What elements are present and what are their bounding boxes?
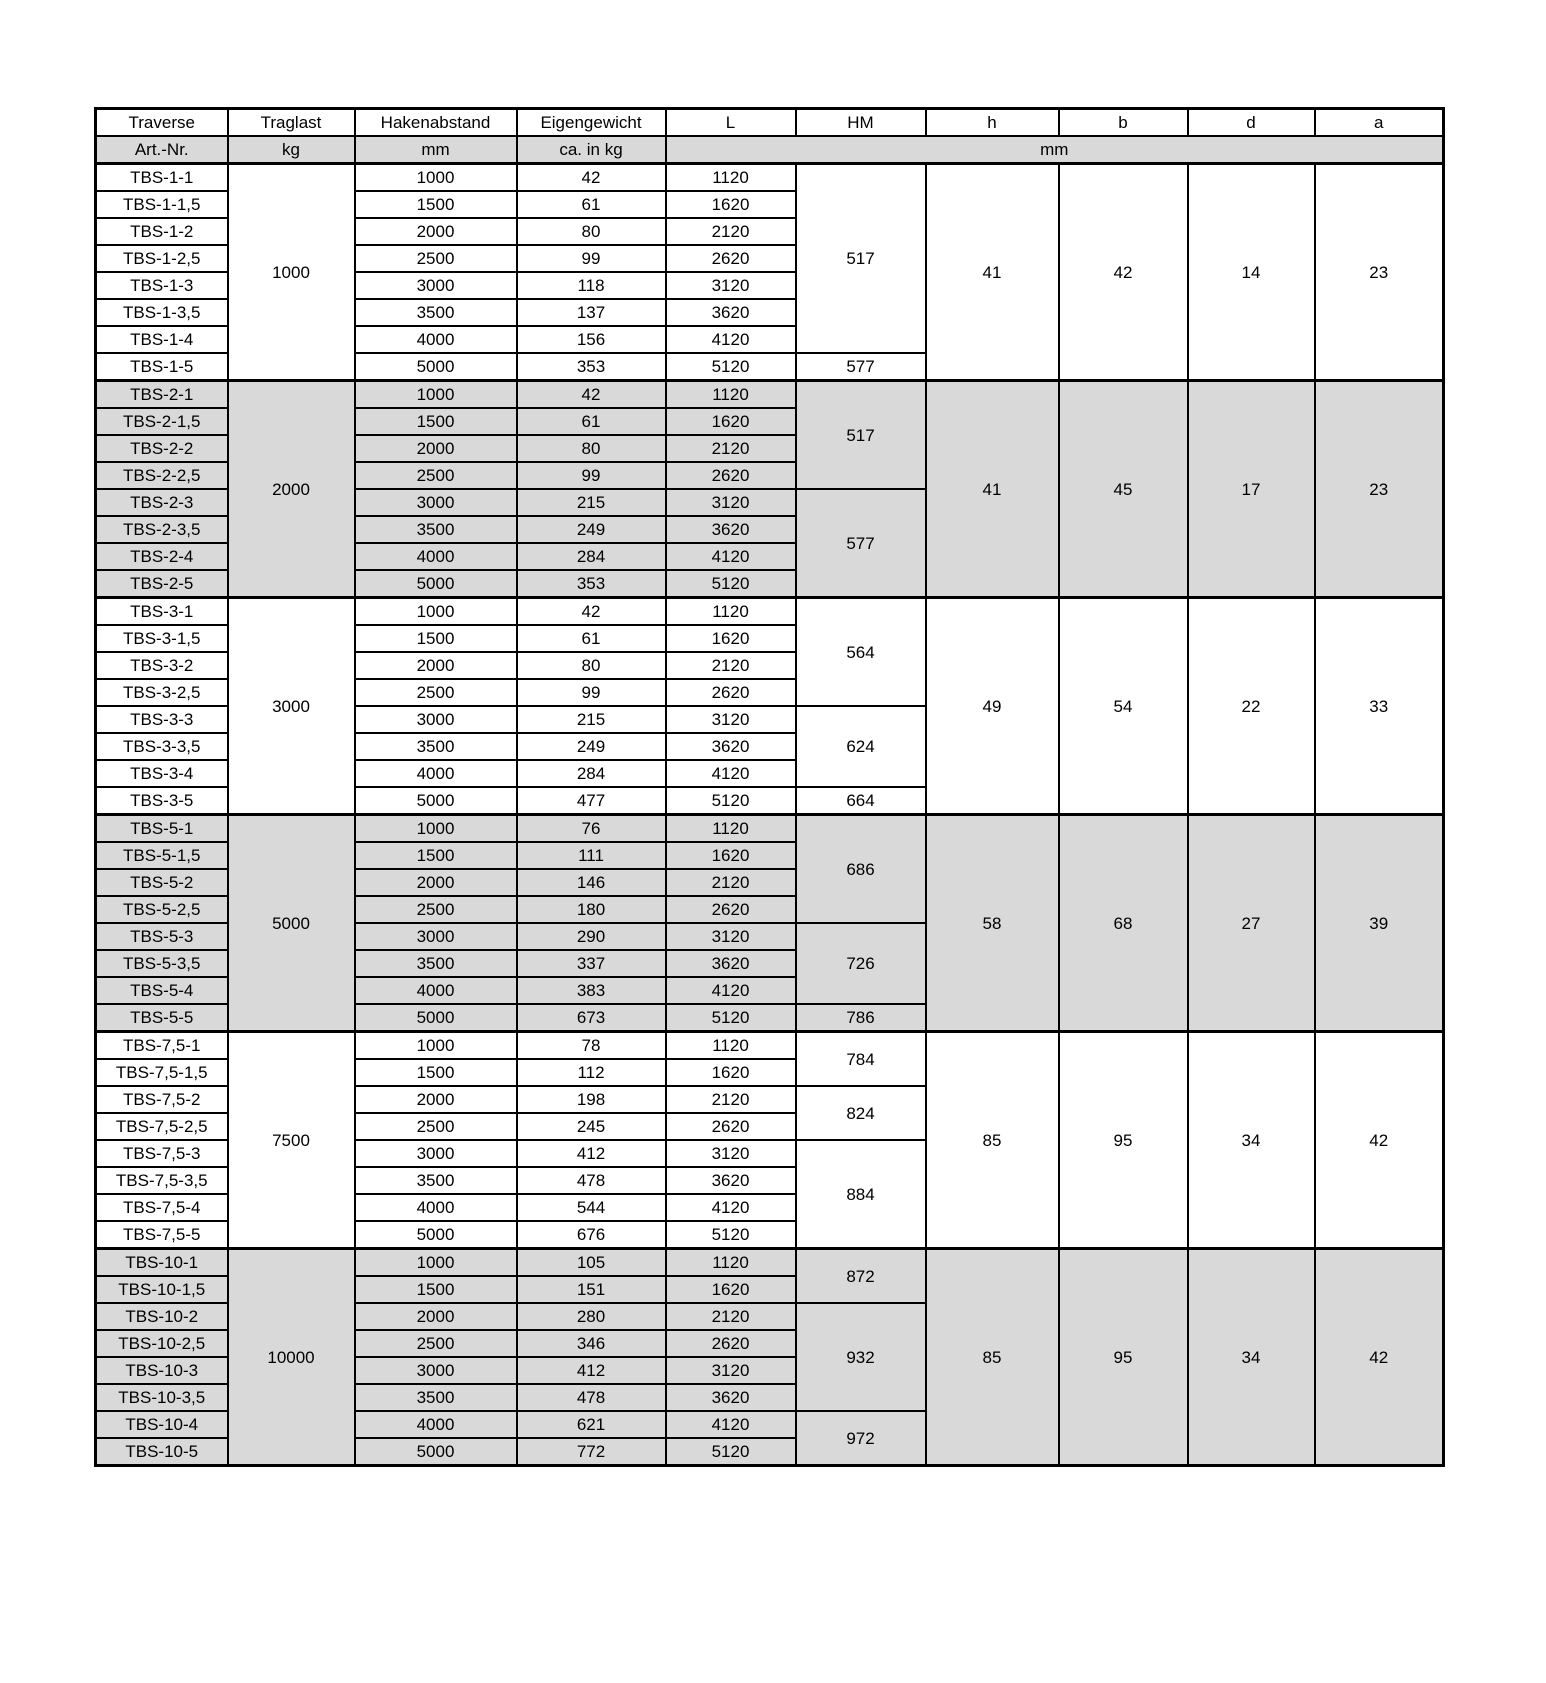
- length-cell: 2620: [666, 1113, 796, 1140]
- units-art-nr: Art.-Nr.: [96, 136, 228, 164]
- length-cell: 4120: [666, 760, 796, 787]
- art-nr-cell: TBS-7,5-2,5: [96, 1113, 228, 1140]
- art-nr-cell: TBS-10-2,5: [96, 1330, 228, 1357]
- length-cell: 4120: [666, 543, 796, 570]
- length-cell: 1120: [666, 381, 796, 409]
- hakenabstand-cell: 2000: [355, 1303, 517, 1330]
- eigengewicht-cell: 673: [517, 1004, 666, 1032]
- art-nr-cell: TBS-2-5: [96, 570, 228, 598]
- length-cell: 2120: [666, 1086, 796, 1113]
- length-cell: 3620: [666, 733, 796, 760]
- length-cell: 1120: [666, 815, 796, 843]
- hm-cell: 577: [796, 353, 926, 381]
- hm-cell: 784: [796, 1032, 926, 1087]
- eigengewicht-cell: 353: [517, 353, 666, 381]
- art-nr-cell: TBS-7,5-3: [96, 1140, 228, 1167]
- hakenabstand-cell: 2000: [355, 869, 517, 896]
- spec-table: [94, 107, 1445, 1467]
- column-header-eigengewicht: Eigengewicht: [517, 109, 666, 137]
- table-row: [96, 1032, 1444, 1060]
- art-nr-cell: TBS-10-3,5: [96, 1384, 228, 1411]
- art-nr-cell: TBS-7,5-3,5: [96, 1167, 228, 1194]
- length-cell: 5120: [666, 787, 796, 815]
- art-nr-cell: TBS-5-3,5: [96, 950, 228, 977]
- eigengewicht-cell: 99: [517, 679, 666, 706]
- eigengewicht-cell: 76: [517, 815, 666, 843]
- eigengewicht-cell: 478: [517, 1167, 666, 1194]
- hm-cell: 884: [796, 1140, 926, 1249]
- column-header-hm: HM: [796, 109, 926, 137]
- art-nr-cell: TBS-1-1: [96, 164, 228, 192]
- length-cell: 3120: [666, 489, 796, 516]
- length-cell: 2620: [666, 1330, 796, 1357]
- art-nr-cell: TBS-2-3: [96, 489, 228, 516]
- eigengewicht-cell: 337: [517, 950, 666, 977]
- art-nr-cell: TBS-5-1,5: [96, 842, 228, 869]
- length-cell: 2120: [666, 435, 796, 462]
- traglast-cell: 3000: [228, 598, 355, 815]
- length-cell: 1120: [666, 164, 796, 192]
- units-dimensions-mm: mm: [666, 136, 1444, 164]
- art-nr-cell: TBS-7,5-1,5: [96, 1059, 228, 1086]
- hakenabstand-cell: 1000: [355, 1032, 517, 1060]
- column-header-l: L: [666, 109, 796, 137]
- eigengewicht-cell: 42: [517, 381, 666, 409]
- length-cell: 1620: [666, 408, 796, 435]
- hakenabstand-cell: 2500: [355, 1330, 517, 1357]
- eigengewicht-cell: 290: [517, 923, 666, 950]
- dim-h-cell: 85: [926, 1249, 1059, 1466]
- art-nr-cell: TBS-2-3,5: [96, 516, 228, 543]
- hakenabstand-cell: 3500: [355, 950, 517, 977]
- eigengewicht-cell: 61: [517, 625, 666, 652]
- eigengewicht-cell: 353: [517, 570, 666, 598]
- length-cell: 3120: [666, 1357, 796, 1384]
- eigengewicht-cell: 137: [517, 299, 666, 326]
- column-header-hakenabstand: Hakenabstand: [355, 109, 517, 137]
- table-row: [96, 381, 1444, 409]
- eigengewicht-cell: 676: [517, 1221, 666, 1249]
- eigengewicht-cell: 80: [517, 218, 666, 245]
- dim-h-cell: 41: [926, 381, 1059, 598]
- hm-cell: 972: [796, 1411, 926, 1466]
- column-header-b: b: [1059, 109, 1188, 137]
- dim-b-cell: 45: [1059, 381, 1188, 598]
- eigengewicht-cell: 284: [517, 760, 666, 787]
- dim-d-cell: 34: [1188, 1032, 1315, 1249]
- art-nr-cell: TBS-1-2,5: [96, 245, 228, 272]
- length-cell: 3620: [666, 299, 796, 326]
- length-cell: 2620: [666, 245, 796, 272]
- dim-b-cell: 95: [1059, 1249, 1188, 1466]
- hakenabstand-cell: 2000: [355, 1086, 517, 1113]
- traglast-cell: 2000: [228, 381, 355, 598]
- eigengewicht-cell: 80: [517, 652, 666, 679]
- hakenabstand-cell: 3000: [355, 706, 517, 733]
- dim-a-cell: 23: [1315, 164, 1444, 381]
- hm-cell: 664: [796, 787, 926, 815]
- length-cell: 5120: [666, 1004, 796, 1032]
- length-cell: 5120: [666, 1221, 796, 1249]
- hm-cell: 872: [796, 1249, 926, 1304]
- length-cell: 2620: [666, 462, 796, 489]
- eigengewicht-cell: 412: [517, 1357, 666, 1384]
- header-row-labels: [96, 109, 1444, 137]
- hakenabstand-cell: 1500: [355, 625, 517, 652]
- length-cell: 4120: [666, 1411, 796, 1438]
- table-row: [96, 598, 1444, 626]
- hm-cell: 932: [796, 1303, 926, 1411]
- hakenabstand-cell: 2500: [355, 896, 517, 923]
- hakenabstand-cell: 5000: [355, 353, 517, 381]
- hakenabstand-cell: 5000: [355, 570, 517, 598]
- traglast-cell: 10000: [228, 1249, 355, 1466]
- dim-a-cell: 42: [1315, 1032, 1444, 1249]
- dim-a-cell: 42: [1315, 1249, 1444, 1466]
- art-nr-cell: TBS-3-1,5: [96, 625, 228, 652]
- units-ca-in-kg: ca. in kg: [517, 136, 666, 164]
- art-nr-cell: TBS-3-1: [96, 598, 228, 626]
- length-cell: 1120: [666, 1032, 796, 1060]
- hm-cell: 686: [796, 815, 926, 924]
- art-nr-cell: TBS-5-2,5: [96, 896, 228, 923]
- eigengewicht-cell: 198: [517, 1086, 666, 1113]
- dim-b-cell: 42: [1059, 164, 1188, 381]
- length-cell: 5120: [666, 1438, 796, 1466]
- hakenabstand-cell: 2000: [355, 218, 517, 245]
- art-nr-cell: TBS-7,5-2: [96, 1086, 228, 1113]
- hakenabstand-cell: 1500: [355, 1059, 517, 1086]
- dim-h-cell: 41: [926, 164, 1059, 381]
- eigengewicht-cell: 280: [517, 1303, 666, 1330]
- eigengewicht-cell: 284: [517, 543, 666, 570]
- eigengewicht-cell: 42: [517, 164, 666, 192]
- table-row: [96, 815, 1444, 843]
- column-header-h: h: [926, 109, 1059, 137]
- eigengewicht-cell: 61: [517, 408, 666, 435]
- header-row-units: [96, 136, 1444, 164]
- hakenabstand-cell: 3500: [355, 299, 517, 326]
- length-cell: 3120: [666, 923, 796, 950]
- dim-d-cell: 17: [1188, 381, 1315, 598]
- length-cell: 3120: [666, 706, 796, 733]
- hakenabstand-cell: 1500: [355, 842, 517, 869]
- length-cell: 2620: [666, 896, 796, 923]
- hakenabstand-cell: 4000: [355, 977, 517, 1004]
- dim-d-cell: 34: [1188, 1249, 1315, 1466]
- column-header-traglast: Traglast: [228, 109, 355, 137]
- hakenabstand-cell: 3000: [355, 272, 517, 299]
- eigengewicht-cell: 112: [517, 1059, 666, 1086]
- length-cell: 1120: [666, 598, 796, 626]
- art-nr-cell: TBS-3-3: [96, 706, 228, 733]
- hakenabstand-cell: 5000: [355, 787, 517, 815]
- hakenabstand-cell: 2500: [355, 245, 517, 272]
- length-cell: 3620: [666, 516, 796, 543]
- eigengewicht-cell: 156: [517, 326, 666, 353]
- length-cell: 4120: [666, 1194, 796, 1221]
- length-cell: 2120: [666, 218, 796, 245]
- art-nr-cell: TBS-10-1,5: [96, 1276, 228, 1303]
- hm-cell: 577: [796, 489, 926, 598]
- hakenabstand-cell: 2500: [355, 462, 517, 489]
- hakenabstand-cell: 2000: [355, 435, 517, 462]
- hakenabstand-cell: 3500: [355, 733, 517, 760]
- art-nr-cell: TBS-2-1: [96, 381, 228, 409]
- column-header-traverse: Traverse: [96, 109, 228, 137]
- eigengewicht-cell: 151: [517, 1276, 666, 1303]
- traglast-cell: 1000: [228, 164, 355, 381]
- art-nr-cell: TBS-10-3: [96, 1357, 228, 1384]
- eigengewicht-cell: 772: [517, 1438, 666, 1466]
- eigengewicht-cell: 180: [517, 896, 666, 923]
- eigengewicht-cell: 99: [517, 245, 666, 272]
- eigengewicht-cell: 78: [517, 1032, 666, 1060]
- units-mm: mm: [355, 136, 517, 164]
- units-kg: kg: [228, 136, 355, 164]
- art-nr-cell: TBS-10-1: [96, 1249, 228, 1277]
- dim-d-cell: 27: [1188, 815, 1315, 1032]
- length-cell: 3620: [666, 950, 796, 977]
- eigengewicht-cell: 478: [517, 1384, 666, 1411]
- length-cell: 2120: [666, 1303, 796, 1330]
- hakenabstand-cell: 4000: [355, 326, 517, 353]
- length-cell: 5120: [666, 570, 796, 598]
- art-nr-cell: TBS-5-4: [96, 977, 228, 1004]
- art-nr-cell: TBS-3-4: [96, 760, 228, 787]
- eigengewicht-cell: 215: [517, 489, 666, 516]
- length-cell: 1620: [666, 1276, 796, 1303]
- hakenabstand-cell: 1000: [355, 381, 517, 409]
- art-nr-cell: TBS-5-2: [96, 869, 228, 896]
- art-nr-cell: TBS-5-5: [96, 1004, 228, 1032]
- eigengewicht-cell: 111: [517, 842, 666, 869]
- length-cell: 1620: [666, 191, 796, 218]
- hm-cell: 726: [796, 923, 926, 1004]
- art-nr-cell: TBS-7,5-5: [96, 1221, 228, 1249]
- art-nr-cell: TBS-10-2: [96, 1303, 228, 1330]
- hm-cell: 517: [796, 164, 926, 354]
- length-cell: 5120: [666, 353, 796, 381]
- eigengewicht-cell: 477: [517, 787, 666, 815]
- hakenabstand-cell: 1000: [355, 598, 517, 626]
- art-nr-cell: TBS-3-5: [96, 787, 228, 815]
- hakenabstand-cell: 3000: [355, 489, 517, 516]
- length-cell: 2620: [666, 679, 796, 706]
- eigengewicht-cell: 249: [517, 516, 666, 543]
- hakenabstand-cell: 1500: [355, 1276, 517, 1303]
- eigengewicht-cell: 621: [517, 1411, 666, 1438]
- hakenabstand-cell: 4000: [355, 543, 517, 570]
- hakenabstand-cell: 5000: [355, 1221, 517, 1249]
- art-nr-cell: TBS-1-2: [96, 218, 228, 245]
- hakenabstand-cell: 4000: [355, 1194, 517, 1221]
- dim-h-cell: 49: [926, 598, 1059, 815]
- column-header-a: a: [1315, 109, 1444, 137]
- dim-a-cell: 39: [1315, 815, 1444, 1032]
- hakenabstand-cell: 1500: [355, 408, 517, 435]
- eigengewicht-cell: 215: [517, 706, 666, 733]
- art-nr-cell: TBS-5-1: [96, 815, 228, 843]
- art-nr-cell: TBS-10-5: [96, 1438, 228, 1466]
- dim-a-cell: 23: [1315, 381, 1444, 598]
- dim-b-cell: 54: [1059, 598, 1188, 815]
- hm-cell: 786: [796, 1004, 926, 1032]
- dim-h-cell: 58: [926, 815, 1059, 1032]
- art-nr-cell: TBS-2-4: [96, 543, 228, 570]
- length-cell: 4120: [666, 326, 796, 353]
- hakenabstand-cell: 3500: [355, 1384, 517, 1411]
- length-cell: 1620: [666, 625, 796, 652]
- hakenabstand-cell: 3000: [355, 1140, 517, 1167]
- length-cell: 3120: [666, 1140, 796, 1167]
- length-cell: 4120: [666, 977, 796, 1004]
- eigengewicht-cell: 146: [517, 869, 666, 896]
- eigengewicht-cell: 118: [517, 272, 666, 299]
- hakenabstand-cell: 4000: [355, 1411, 517, 1438]
- hakenabstand-cell: 5000: [355, 1438, 517, 1466]
- hm-cell: 624: [796, 706, 926, 787]
- hakenabstand-cell: 1000: [355, 164, 517, 192]
- hakenabstand-cell: 4000: [355, 760, 517, 787]
- length-cell: 1620: [666, 1059, 796, 1086]
- eigengewicht-cell: 105: [517, 1249, 666, 1277]
- length-cell: 1120: [666, 1249, 796, 1277]
- eigengewicht-cell: 412: [517, 1140, 666, 1167]
- art-nr-cell: TBS-10-4: [96, 1411, 228, 1438]
- hakenabstand-cell: 1000: [355, 1249, 517, 1277]
- art-nr-cell: TBS-1-3: [96, 272, 228, 299]
- hakenabstand-cell: 3000: [355, 923, 517, 950]
- dim-b-cell: 68: [1059, 815, 1188, 1032]
- column-header-d: d: [1188, 109, 1315, 137]
- hakenabstand-cell: 5000: [355, 1004, 517, 1032]
- hakenabstand-cell: 2500: [355, 679, 517, 706]
- hm-cell: 517: [796, 381, 926, 490]
- eigengewicht-cell: 249: [517, 733, 666, 760]
- hakenabstand-cell: 1500: [355, 191, 517, 218]
- length-cell: 3620: [666, 1167, 796, 1194]
- traglast-cell: 7500: [228, 1032, 355, 1249]
- eigengewicht-cell: 99: [517, 462, 666, 489]
- traglast-cell: 5000: [228, 815, 355, 1032]
- eigengewicht-cell: 383: [517, 977, 666, 1004]
- eigengewicht-cell: 346: [517, 1330, 666, 1357]
- dim-b-cell: 95: [1059, 1032, 1188, 1249]
- dim-a-cell: 33: [1315, 598, 1444, 815]
- art-nr-cell: TBS-1-5: [96, 353, 228, 381]
- eigengewicht-cell: 245: [517, 1113, 666, 1140]
- art-nr-cell: TBS-1-1,5: [96, 191, 228, 218]
- dim-d-cell: 22: [1188, 598, 1315, 815]
- length-cell: 3120: [666, 272, 796, 299]
- art-nr-cell: TBS-3-2: [96, 652, 228, 679]
- art-nr-cell: TBS-2-2,5: [96, 462, 228, 489]
- art-nr-cell: TBS-2-2: [96, 435, 228, 462]
- dim-d-cell: 14: [1188, 164, 1315, 381]
- hakenabstand-cell: 3500: [355, 516, 517, 543]
- hakenabstand-cell: 2000: [355, 652, 517, 679]
- art-nr-cell: TBS-7,5-4: [96, 1194, 228, 1221]
- art-nr-cell: TBS-1-3,5: [96, 299, 228, 326]
- length-cell: 2120: [666, 869, 796, 896]
- eigengewicht-cell: 42: [517, 598, 666, 626]
- hakenabstand-cell: 3500: [355, 1167, 517, 1194]
- length-cell: 3620: [666, 1384, 796, 1411]
- art-nr-cell: TBS-2-1,5: [96, 408, 228, 435]
- art-nr-cell: TBS-3-3,5: [96, 733, 228, 760]
- eigengewicht-cell: 80: [517, 435, 666, 462]
- art-nr-cell: TBS-5-3: [96, 923, 228, 950]
- hakenabstand-cell: 3000: [355, 1357, 517, 1384]
- hm-cell: 824: [796, 1086, 926, 1140]
- eigengewicht-cell: 544: [517, 1194, 666, 1221]
- hakenabstand-cell: 1000: [355, 815, 517, 843]
- dim-h-cell: 85: [926, 1032, 1059, 1249]
- hakenabstand-cell: 2500: [355, 1113, 517, 1140]
- table-row: [96, 164, 1444, 192]
- art-nr-cell: TBS-1-4: [96, 326, 228, 353]
- hm-cell: 564: [796, 598, 926, 707]
- length-cell: 1620: [666, 842, 796, 869]
- table-row: [96, 1249, 1444, 1277]
- art-nr-cell: TBS-7,5-1: [96, 1032, 228, 1060]
- art-nr-cell: TBS-3-2,5: [96, 679, 228, 706]
- eigengewicht-cell: 61: [517, 191, 666, 218]
- length-cell: 2120: [666, 652, 796, 679]
